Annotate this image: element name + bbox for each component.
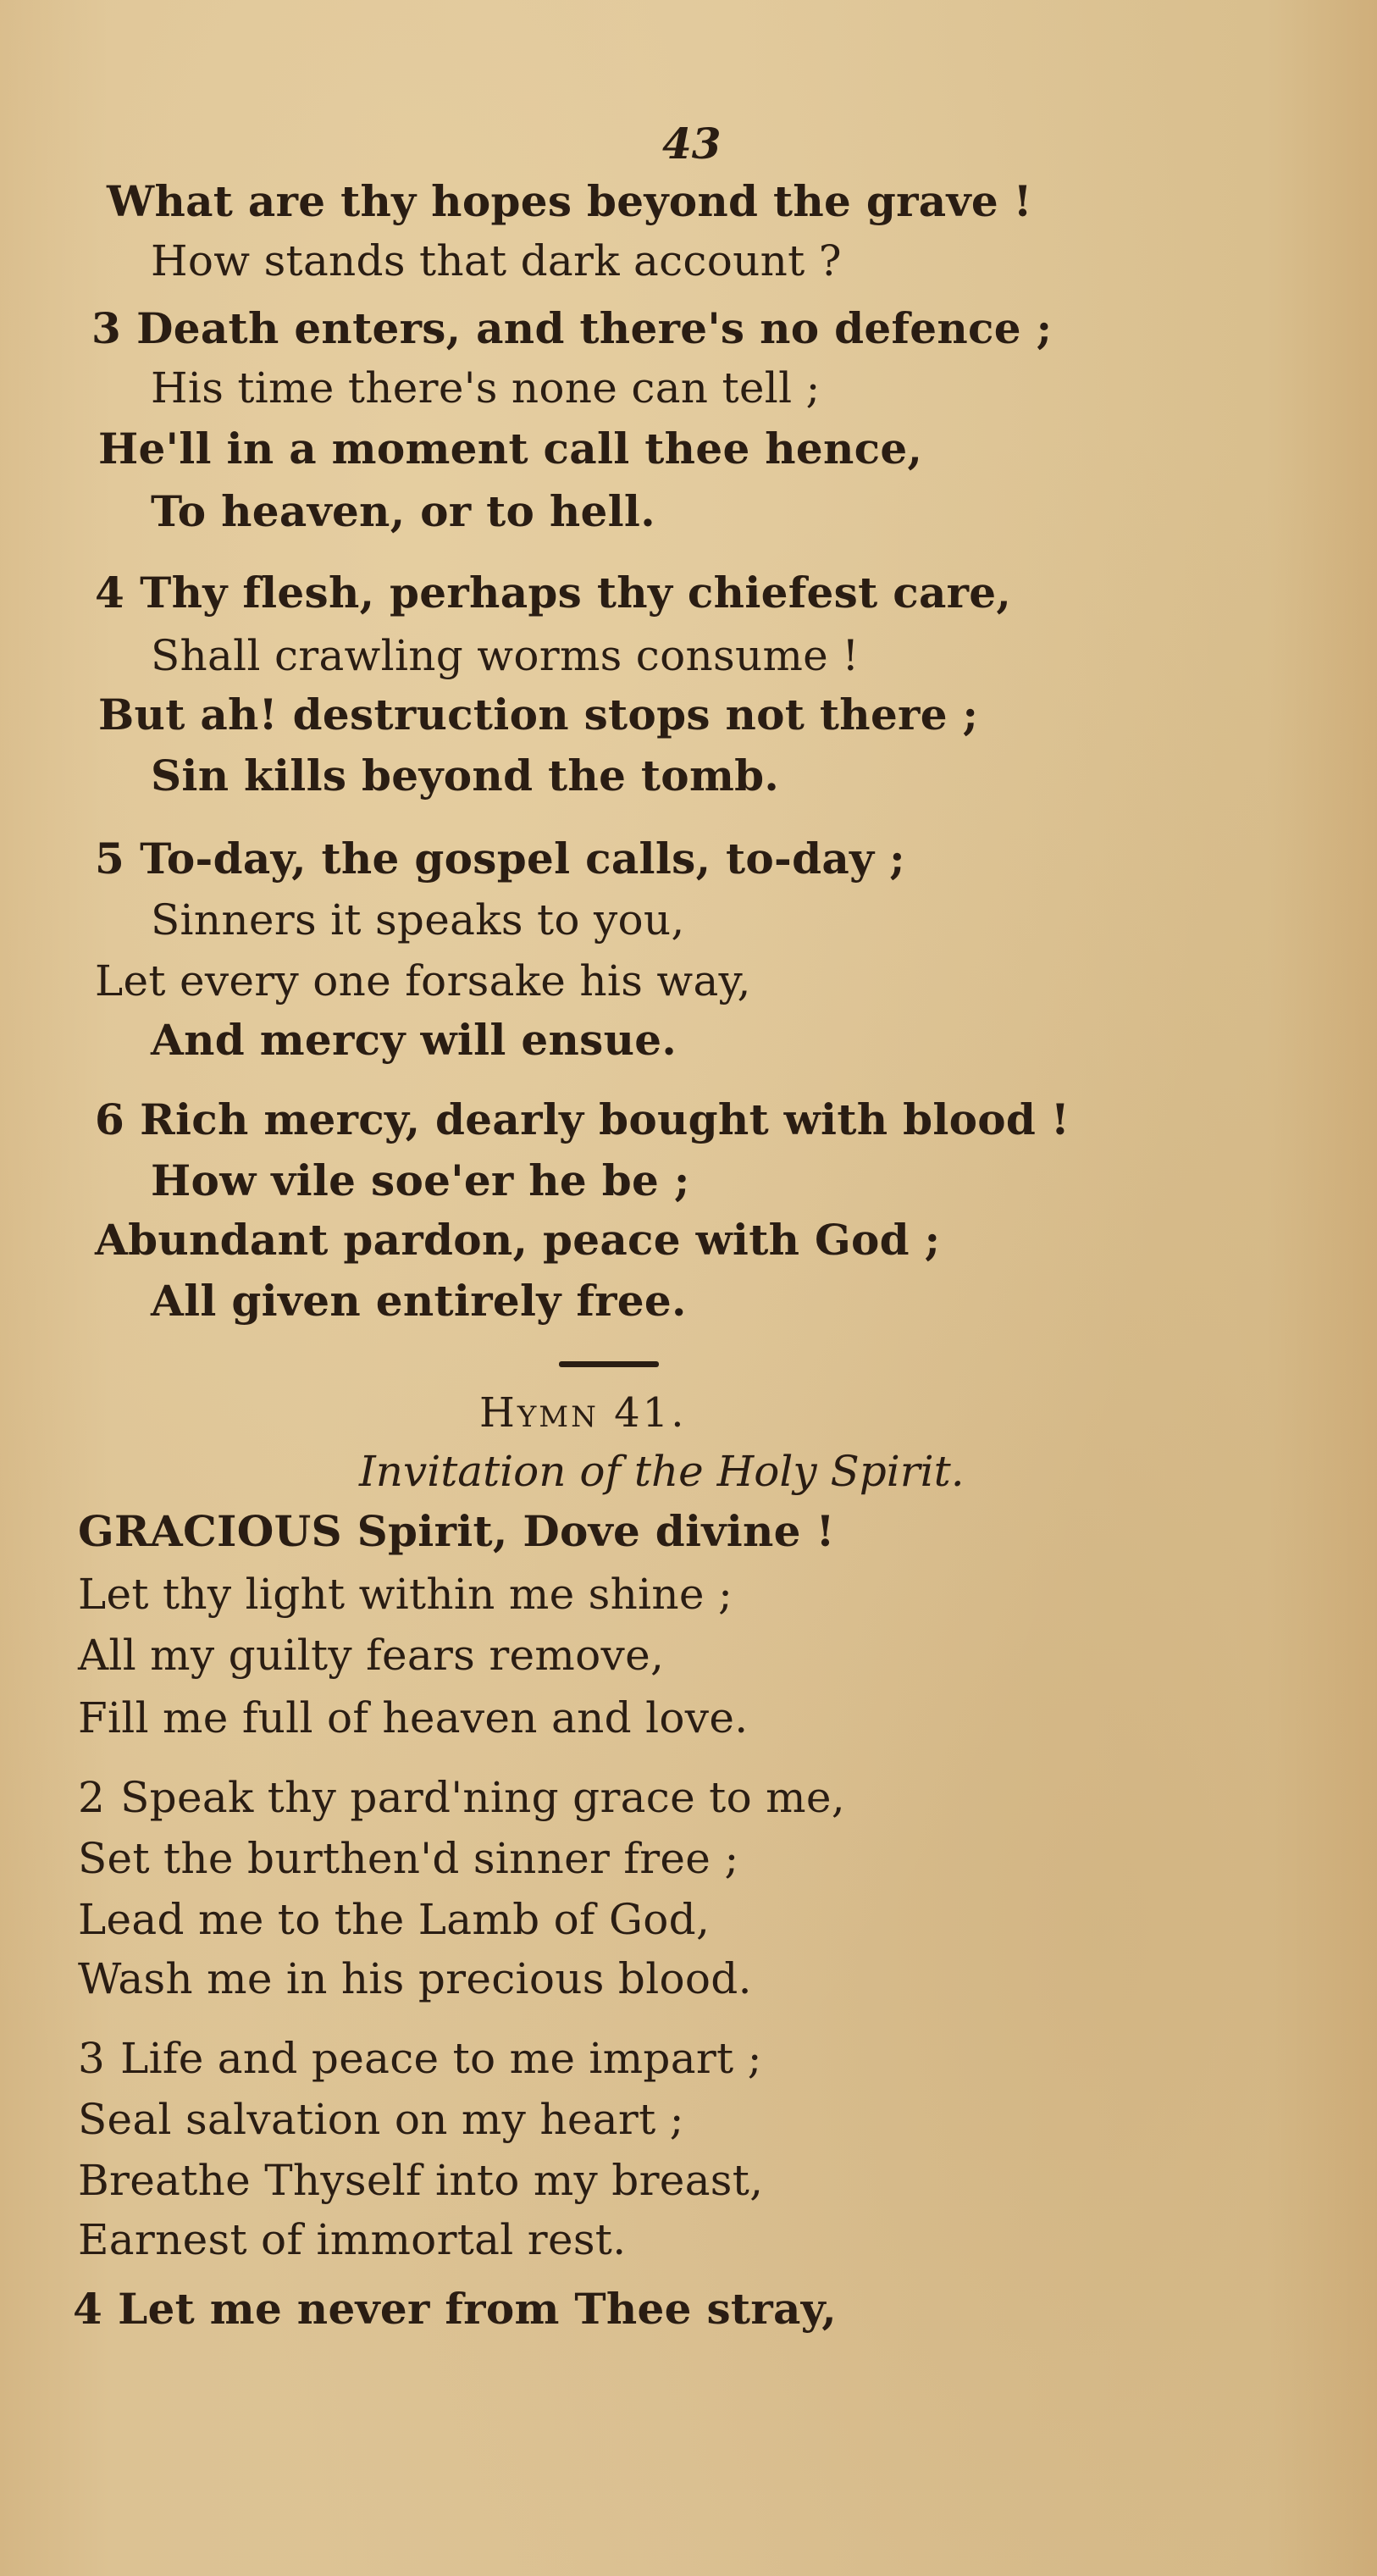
hymn-verse-4-line-1 [73, 2284, 837, 2335]
verse-3-line-1 [91, 303, 1052, 354]
verse-number: 4 [73, 2284, 103, 2334]
verse-text: Let me never from Thee stray, [118, 2284, 837, 2334]
verse-number: 3 [78, 2034, 106, 2083]
verse-text: Speak thy pard'ning grace to me, [120, 1773, 845, 1822]
verse-line: But ah! destruction stops not there ; [98, 690, 979, 740]
hymn-verse-3-line-1 [78, 2033, 762, 2084]
section-divider [559, 1361, 659, 1367]
verse-line: He'll in a moment call thee hence, [98, 424, 923, 474]
verse-line: Breathe Thyself into my breast, [78, 2156, 764, 2205]
verse-line: Seal salvation on my heart ; [78, 2095, 684, 2144]
verse-line: How vile soe'er he be ; [151, 1155, 690, 1205]
verse-line: Lead me to the Lamb of God, [78, 1895, 711, 1944]
verse-line: What are thy hopes beyond the grave ! [107, 176, 1032, 226]
verse-line: Let thy light within me shine ; [78, 1570, 733, 1619]
verse-line: All my guilty fears remove, [78, 1631, 665, 1680]
verse-number: 3 [91, 303, 122, 353]
verse-line: Wash me in his precious blood. [78, 1954, 752, 2003]
verse-number: 5 [95, 834, 125, 884]
verse-line: All given entirely free. [151, 1276, 687, 1326]
verse-5-line-1 [95, 834, 905, 884]
verse-text: Death enters, and there's no defence ; [136, 303, 1053, 353]
verse-line: Set the burthen'd sinner free ; [78, 1834, 739, 1883]
verse-line: Sin kills beyond the tomb. [151, 751, 780, 800]
verse-line: And mercy will ensue. [151, 1015, 677, 1065]
verse-line: GRACIOUS Spirit, Dove divine ! [78, 1506, 835, 1556]
verse-number: 6 [95, 1094, 125, 1144]
verse-text: Thy flesh, perhaps thy chiefest care, [140, 568, 1012, 618]
verse-line: Shall crawling worms consume ! [151, 631, 860, 680]
verse-number: 2 [78, 1773, 106, 1822]
hymn-subtitle: Invitation of the Holy Spirit. [359, 1447, 965, 1496]
verse-text: Rich mercy, dearly bought with blood ! [140, 1094, 1070, 1144]
verse-line: Let every one forsake his way, [95, 956, 751, 1005]
verse-line: To heaven, or to hell. [151, 486, 655, 536]
verse-text: Life and peace to me impart ; [120, 2034, 762, 2083]
verse-number: 4 [95, 568, 125, 618]
verse-line: Abundant pardon, peace with God ; [95, 1215, 941, 1265]
verse-text: To-day, the gospel calls, to-day ; [140, 834, 905, 884]
verse-line: Sinners it speaks to you, [151, 895, 685, 945]
verse-line: His time there's none can tell ; [151, 363, 821, 413]
hymn-heading: Hymn 41. [479, 1389, 687, 1437]
verse-line: How stands that dark account ? [151, 236, 842, 285]
verse-6-line-1 [95, 1094, 1070, 1145]
verse-line: Earnest of immortal rest. [78, 2215, 627, 2264]
verse-line: Fill me full of heaven and love. [78, 1693, 749, 1742]
verse-4-line-1 [95, 568, 1011, 618]
hymn-verse-2-line-1 [78, 1772, 845, 1823]
page-number: 43 [662, 119, 722, 169]
